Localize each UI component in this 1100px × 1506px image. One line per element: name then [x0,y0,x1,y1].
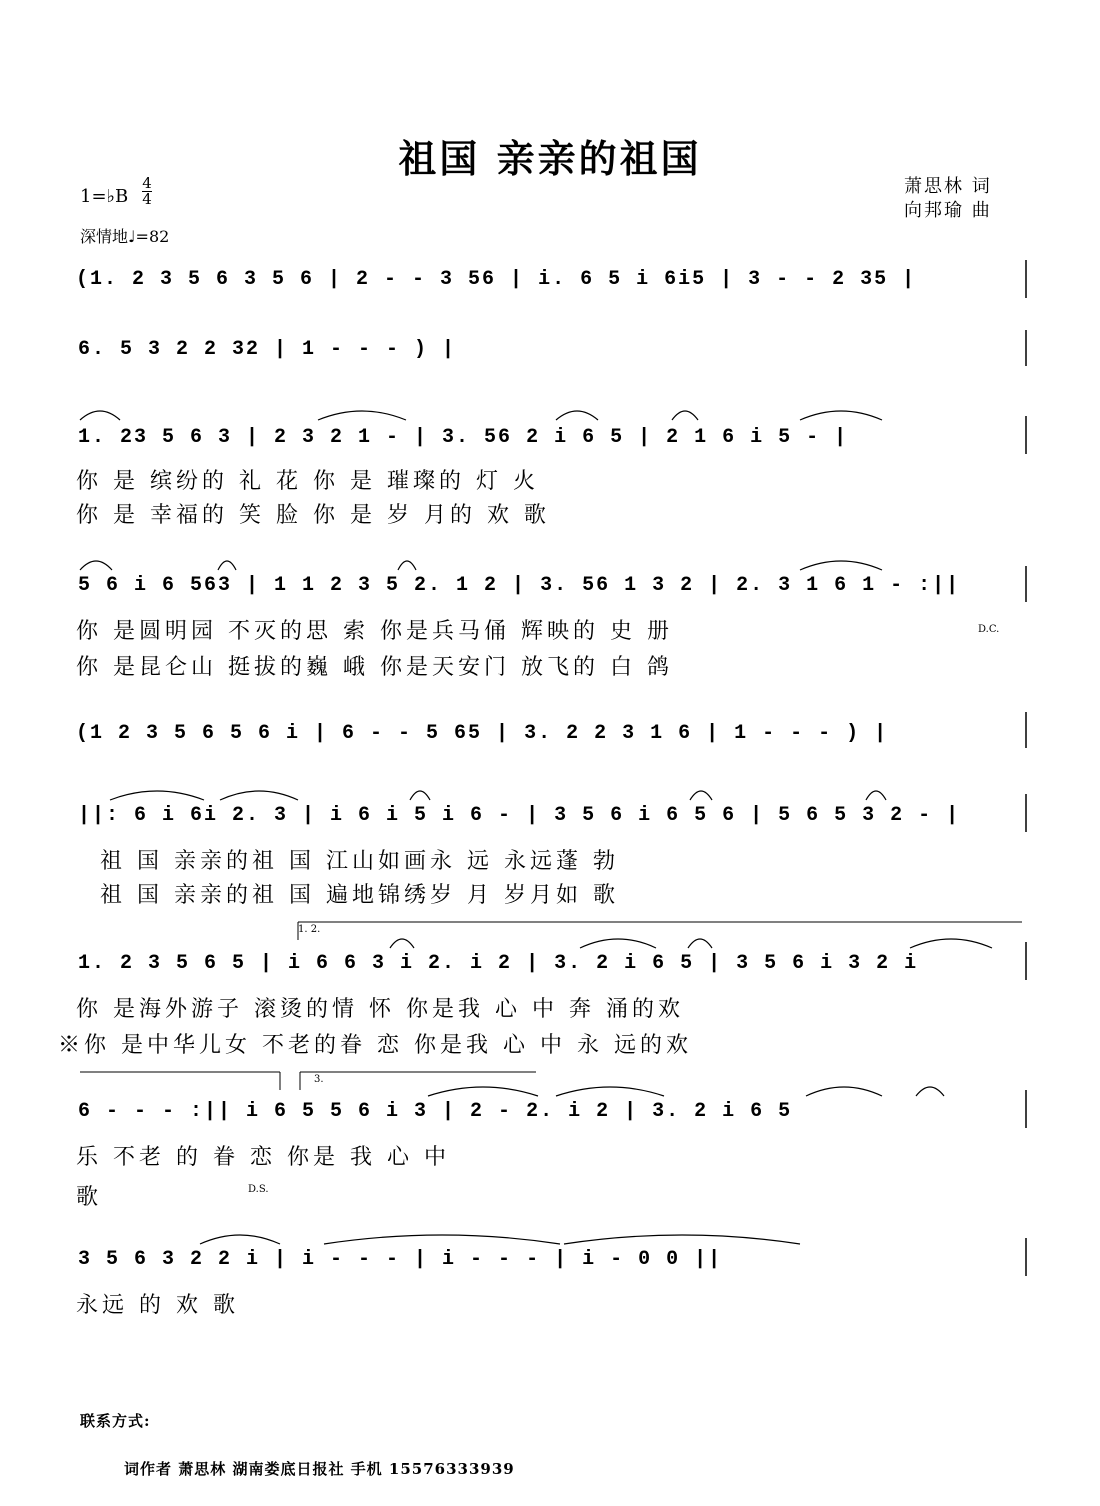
lyric-line: ※你 是中华儿女 不老的眷 恋 你是我 心 中 永 远的欢 [58,1033,692,1058]
lyric-line: 祖 国 亲亲的祖 国 遍地锦绣岁 月 岁月如 歌 [100,883,619,908]
lyric-line: 祖 国 亲亲的祖 国 江山如画永 远 永远蓬 勃 [100,849,619,874]
lyric-line: 你 是 幸福的 笑 脸 你 是 岁 月的 欢 歌 [76,503,550,528]
lyric-line: 乐 不老 的 眷 恋 你是 我 心 中 [76,1145,450,1170]
volta-1-2-label: 1. 2. [298,924,321,935]
contact-info: 词作者 萧思林 湖南娄底日报社 手机 15576333939 [124,1460,515,1478]
notation-system-4: 5 6 i 6 563 | 1 1 2 3 5 2. 1 2 | 3. 56 1 3 2 | 2. 3 1 6 1 - :|| [78,574,961,597]
lyric-line: 你 是昆仑山 挺拔的巍 峨 你是天安门 放飞的 白 鸽 [76,655,673,680]
slur [580,939,656,948]
slur [866,791,886,800]
lyricist-credit: 萧思林 词 [904,176,992,197]
slur [672,411,698,420]
slur [390,939,414,948]
lyric-line: 你 是海外游子 滚烫的情 怀 你是我 心 中 奔 涌的欢 [76,997,684,1022]
slur [324,1235,560,1244]
notation-system-9: 3 5 6 3 2 2 i | i - - - | i - - - | i - 0 0 || [78,1248,723,1271]
lyric-line: 歌 [76,1185,103,1210]
slur [916,1087,944,1096]
notation-system-7: 1. 2 3 5 6 5 | i 6 6 3 i 2. i 2 | 3. 2 i 6 5 | 3 5 6 i 3 2 i [78,952,919,975]
slur [806,1087,882,1096]
lyric-line: 永远 的 欢 歌 [76,1293,239,1318]
slur [800,411,882,420]
tempo-marking: 深情地♩=82 [80,227,170,246]
slur [410,791,430,800]
slur [398,561,416,570]
slur [690,791,712,800]
notation-system-3: 1. 23 5 6 3 | 2 3 2 1 - | 3. 56 2 i 6 5 | 2 1 6 i 5 - | [78,426,849,449]
slur [80,411,120,420]
volta-3-label: 3. [314,1074,324,1085]
time-signature: 4 4 [142,174,152,208]
slur [220,791,298,800]
notation-system-8: 6 - - - :|| i 6 5 5 6 i 3 | 2 - 2. i 2 | 3. 2 i 6 5 [78,1100,793,1123]
key-signature: 1=♭B [80,186,129,207]
slur [688,939,712,948]
song-title: 祖国 亲亲的祖国 [398,136,702,181]
notation-system-2: 6. 5 3 2 2 32 | 1 - - - ) | [78,338,457,361]
slur [556,1087,664,1096]
slur [428,1087,538,1096]
slur [800,561,882,570]
lyric-line: 你 是 缤纷的 礼 花 你 是 璀璨的 灯 火 [76,469,539,494]
slur [564,1235,800,1244]
notation-system-6: ||: 6 i 6i 2. 3 | i 6 i 5 i 6 - | 3 5 6 i 6 5 6 | 5 6 5 3 2 - | [78,804,961,827]
lyric-line: 你 是圆明园 不灭的思 索 你是兵马俑 辉映的 史 册 [76,619,673,644]
notation-system-5: (1 2 3 5 6 5 6 i | 6 - - 5 65 | 3. 2 2 3 1 6 | 1 - - - ) | [76,722,889,745]
dc-marker: D.C. [978,624,1000,635]
slur [218,561,236,570]
slur [80,561,112,570]
slur [200,1235,280,1244]
contact-label: 联系方式: [80,1412,151,1430]
slur [318,411,406,420]
slur [556,411,598,420]
ds-marker: D.S. [248,1184,269,1195]
slur [110,791,204,800]
composer-credit: 向邦瑜 曲 [904,200,992,221]
notation-system-1: (1. 2 3 5 6 3 5 6 | 2 - - 3 56 | i. 6 5 i 6i5 | 3 - - 2 35 | [76,268,917,291]
slur [910,939,992,948]
